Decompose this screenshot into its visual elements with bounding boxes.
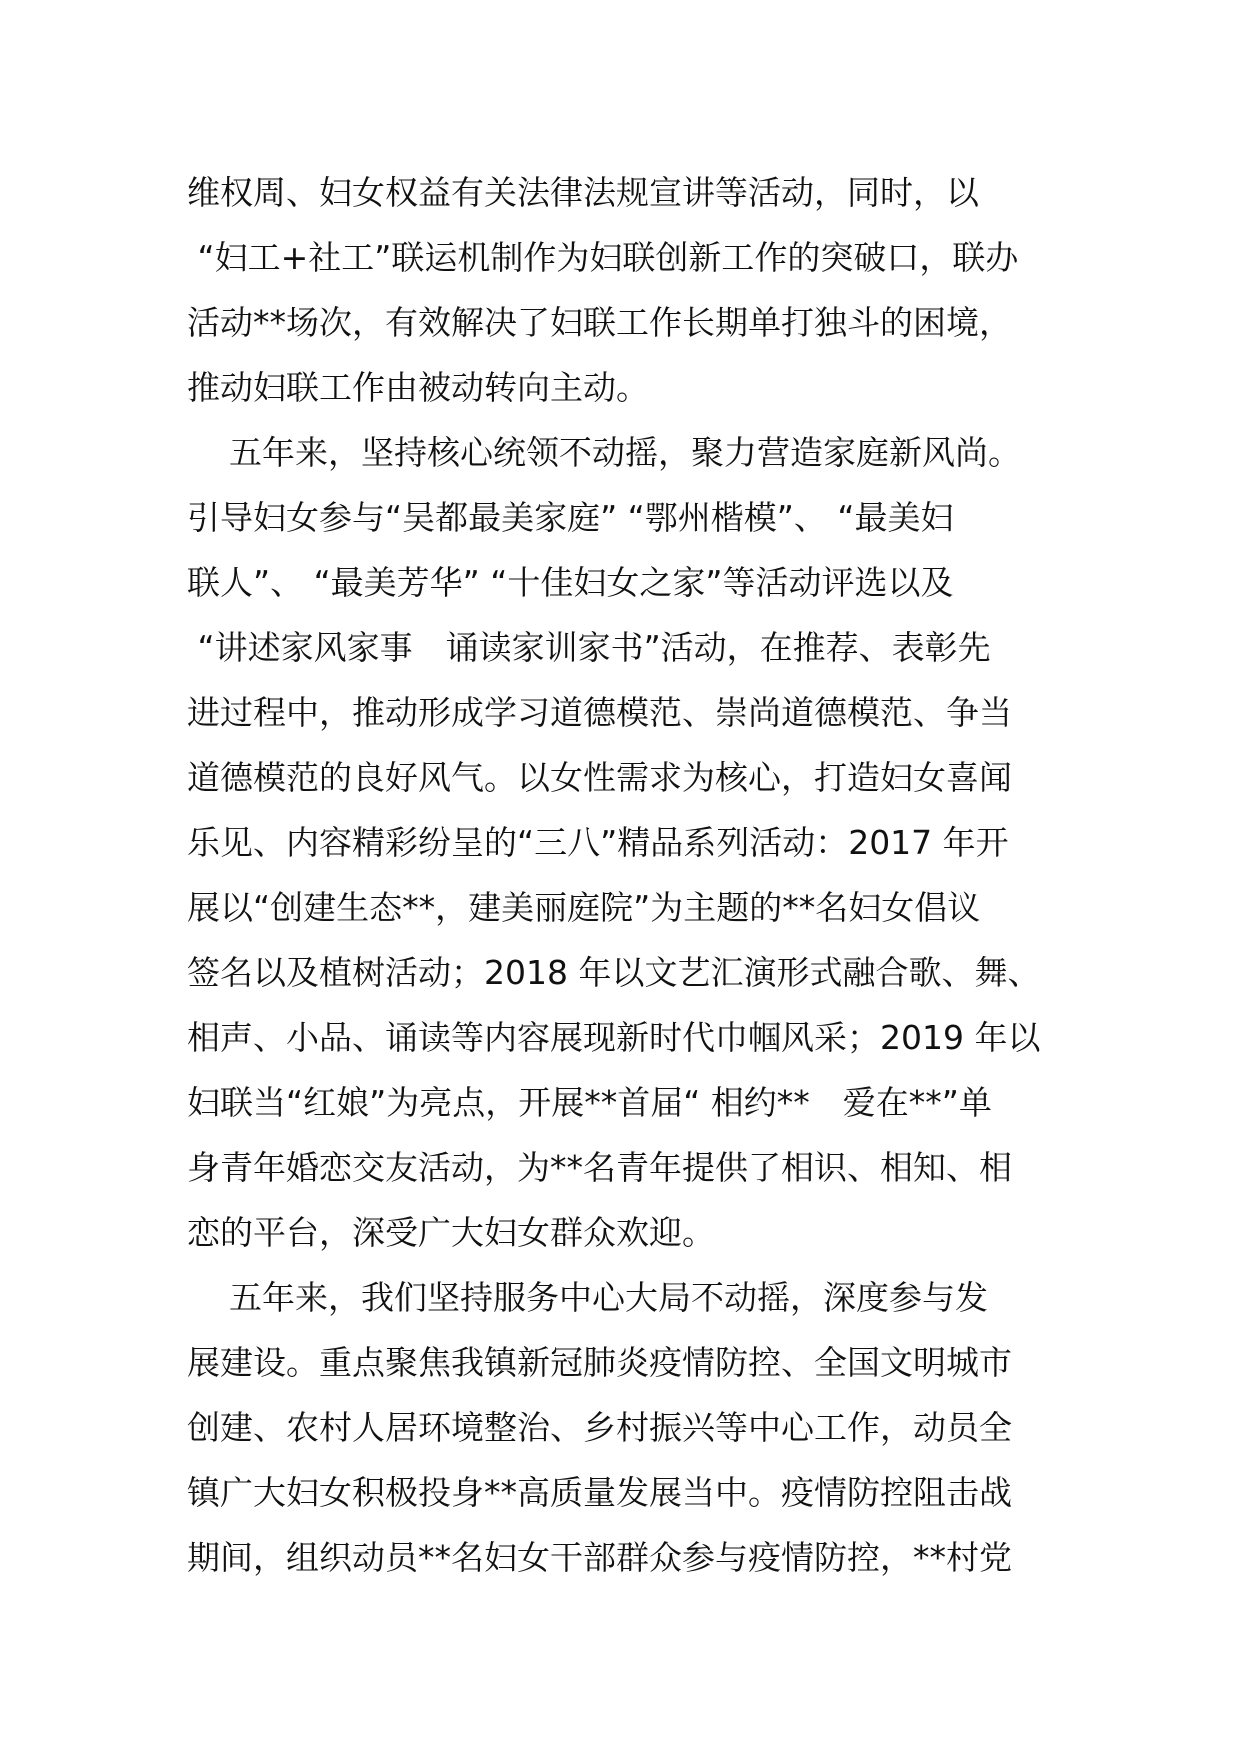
text-line: 镇广大妇女积极投身**高质量发展当中。疫情防控阻击战 [187, 1473, 1012, 1512]
text-line: 维权周、妇女权益有关法律法规宣讲等活动，同时，以 [187, 173, 979, 212]
text-line: 乐见、内容精彩纷呈的“三八”精品系列活动：2017 年开 [187, 823, 1009, 862]
text-line: 身青年婚恋交友活动，为**名青年提供了相识、相知、相 [187, 1148, 1012, 1187]
text-line: 相声、小品、诵读等内容展现新时代巾帼风采；2019 年以 [187, 1018, 1041, 1057]
text-line: “讲述家风家事 诵读家训家书”活动，在推荐、表彰先 [187, 628, 991, 667]
text-line: 展建设。重点聚焦我镇新冠肺炎疫情防控、全国文明城市 [187, 1343, 1012, 1382]
text-line: 签名以及植树活动；2018 年以文艺汇演形式融合歌、舞、 [187, 953, 1041, 992]
text-line: 进过程中，推动形成学习道德模范、崇尚道德模范、争当 [187, 693, 1012, 732]
text-line: 五年来，坚持核心统领不动摇，聚力营造家庭新风尚。 [187, 433, 1021, 472]
text-line: 引导妇女参与“吴都最美家庭” “鄂州楷模”、 “最美妇 [187, 498, 954, 537]
text-line: 创建、农村人居环境整治、乡村振兴等中心工作，动员全 [187, 1408, 1012, 1447]
body-text [187, 160, 1067, 1590]
text-line: 妇联当“红娘”为亮点，开展**首届“ 相约** 爱在**”单 [187, 1083, 992, 1122]
text-line: 展以“创建生态**，建美丽庭院”为主题的**名妇女倡议 [187, 888, 981, 927]
text-line: “妇工+社工”联运机制作为妇联创新工作的突破口，联办 [187, 238, 1019, 277]
text-line: 联人”、 “最美芳华” “十佳妇女之家”等活动评选以及 [187, 563, 954, 602]
text-line: 期间，组织动员**名妇女干部群众参与疫情防控，**村党 [187, 1538, 1012, 1577]
text-line: 推动妇联工作由被动转向主动。 [187, 368, 649, 407]
text-line: 活动**场次，有效解决了妇联工作长期单打独斗的困境， [187, 303, 1012, 342]
text-line: 恋的平台，深受广大妇女群众欢迎。 [187, 1213, 715, 1252]
text-line: 道德模范的良好风气。以女性需求为核心，打造妇女喜闻 [187, 758, 1012, 797]
text-line: 五年来，我们坚持服务中心大局不动摇，深度参与发 [187, 1278, 988, 1317]
